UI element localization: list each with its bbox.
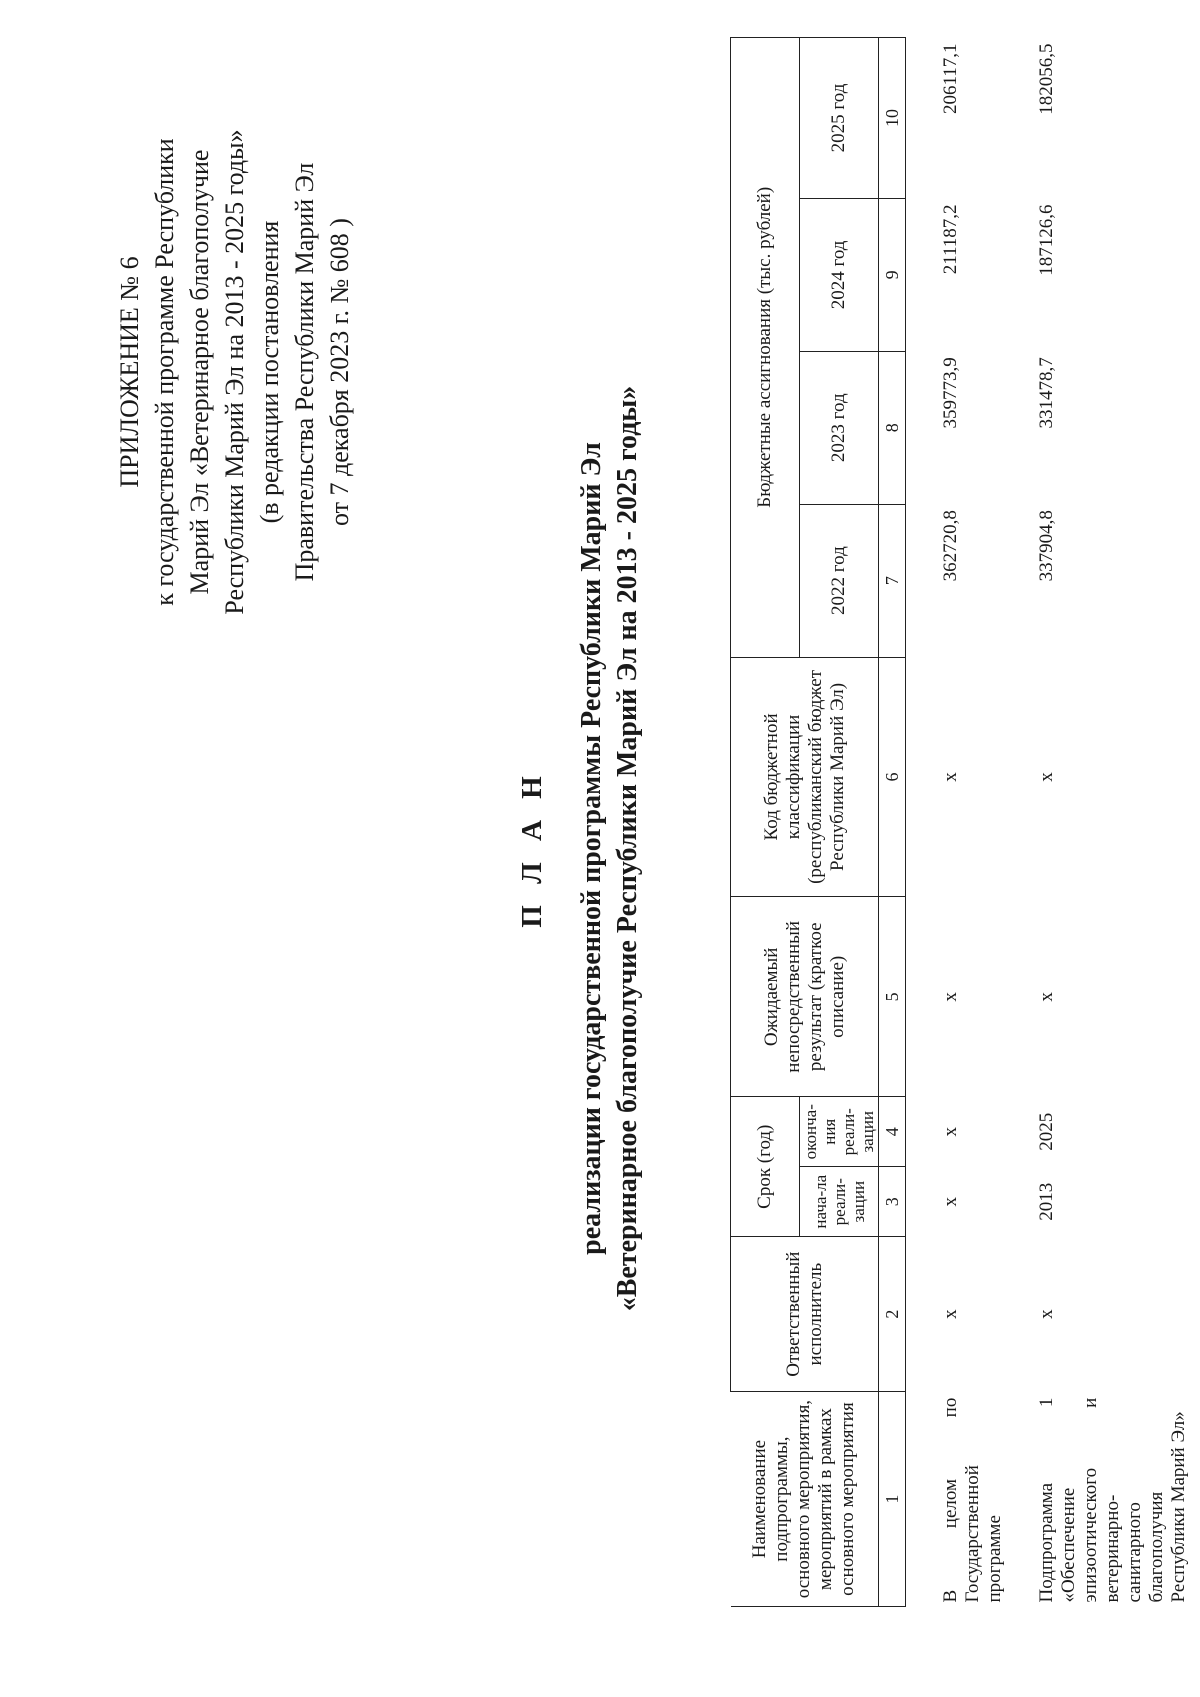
header-term: Срок (год) bbox=[731, 1097, 800, 1237]
appendix-line: Правительства Республики Марий Эл bbox=[290, 162, 319, 582]
row-start: х bbox=[940, 1196, 961, 1207]
header-name: Наименование подпрограммы, основного мероприятия, мероприятий в рамках основного мероприятия bbox=[731, 1392, 879, 1607]
column-number: 2 bbox=[879, 1237, 906, 1392]
header-result: Ожидаемый непосредственный результат (краткое описание) bbox=[731, 897, 879, 1097]
row-value-2025: 182056,5 bbox=[1036, 43, 1057, 115]
column-number: 1 bbox=[879, 1392, 906, 1607]
row-result: х bbox=[940, 992, 961, 1002]
row-code: х bbox=[940, 772, 961, 782]
column-number: 8 bbox=[879, 351, 906, 504]
column-number: 3 bbox=[879, 1167, 906, 1237]
appendix-line: ПРИЛОЖЕНИЕ № 6 bbox=[115, 256, 144, 488]
plan-subtitle-line2: «Ветеринарное благополучие Республики Марий Эл на 2013 - 2025 годы» bbox=[612, 385, 643, 1312]
appendix-line: (в редакции постановления bbox=[255, 220, 284, 524]
column-number: 6 bbox=[879, 657, 906, 897]
row-value-2023: 331478,7 bbox=[1036, 357, 1057, 429]
row-end: 2025 bbox=[1036, 1112, 1057, 1151]
column-number: 10 bbox=[879, 38, 906, 199]
table-row bbox=[1006, 38, 1190, 1607]
header-budget: Бюджетные ассигнования (тыс. рублей) bbox=[731, 38, 800, 658]
row-start: 2013 bbox=[1036, 1182, 1057, 1221]
header-row-1 bbox=[731, 38, 800, 1607]
column-number: 4 bbox=[879, 1097, 906, 1167]
row-value-2023: 359773,9 bbox=[940, 357, 961, 429]
appendix-header bbox=[112, 52, 357, 692]
column-number: 7 bbox=[879, 504, 906, 657]
row-code: х bbox=[1036, 772, 1057, 782]
row-value-2022: 337904,8 bbox=[1036, 510, 1057, 582]
row-value-2024: 211187,2 bbox=[940, 204, 961, 275]
row-value-2025: 206117,1 bbox=[940, 43, 961, 115]
row-result: х bbox=[1036, 992, 1057, 1002]
row-value-2024: 187126,6 bbox=[1036, 204, 1057, 276]
column-number-row bbox=[879, 38, 906, 1607]
header-year-2025: 2025 год bbox=[800, 38, 879, 199]
header-year-2023: 2023 год bbox=[800, 351, 879, 504]
plan-subtitle-line1: реализации государственной программы Республики Марий Эл bbox=[576, 442, 607, 1255]
column-number: 9 bbox=[879, 198, 906, 351]
table-row bbox=[906, 38, 1007, 1607]
appendix-line: Республики Марий Эл на 2013 - 2025 годы» bbox=[220, 129, 249, 615]
row-executor: х bbox=[1036, 1309, 1057, 1319]
plan-heading: П Л А Н bbox=[516, 769, 548, 928]
header-term-start: нача-ла реали-зации bbox=[800, 1167, 879, 1237]
row-end: х bbox=[940, 1127, 961, 1137]
appendix-line: к государственной программе Республики bbox=[150, 138, 179, 606]
header-code: Код бюджетной классификации (республиканский бюджет Республики Марий Эл) bbox=[731, 657, 879, 897]
row-value-2022: 362720,8 bbox=[940, 510, 961, 582]
header-term-end: оконча-ния реали-зации bbox=[800, 1097, 879, 1167]
row-name: В целом по Государственной программе bbox=[940, 1397, 1005, 1603]
document-title bbox=[512, 0, 646, 1697]
plan-table bbox=[730, 37, 1190, 1607]
appendix-line: Марий Эл «Ветеринарное благополучие bbox=[185, 149, 214, 595]
header-executor: Ответственный исполнитель bbox=[731, 1237, 879, 1392]
row-executor: х bbox=[940, 1309, 961, 1319]
header-year-2024: 2024 год bbox=[800, 198, 879, 351]
column-number: 5 bbox=[879, 897, 906, 1097]
appendix-line: от 7 декабря 2023 г. № 608 ) bbox=[325, 218, 354, 526]
row-name: Подпрограмма 1 «Обеспечение эпизоотического и ветеринарно-санитарного благополучия Республики Марий Эл» bbox=[1036, 1397, 1189, 1603]
header-year-2022: 2022 год bbox=[800, 504, 879, 657]
